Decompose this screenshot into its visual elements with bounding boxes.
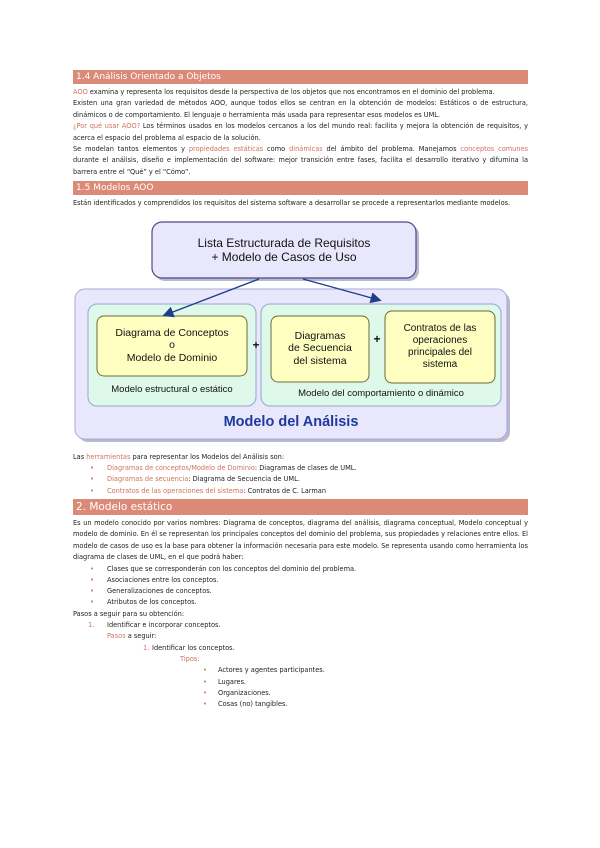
tool-name: Diagramas de secuencia [107,475,189,484]
contracts-label [385,311,495,383]
highlight-why-aoo: ¿Por qué usar AOO? [73,122,141,131]
list-item: • Clases que se corresponderán con los conceptos del dominio del problema. [73,564,528,575]
requirements-line1: Lista Estructurada de Requisitos [197,235,371,250]
section-header-1-5: 1.5 Modelos AOO [73,181,528,195]
tool-desc: : Contratos de C. Larman [243,486,327,495]
concepts-label [97,316,247,376]
steps-intro: Pasos a seguir para su obtención: [73,609,185,618]
text: del ámbito del problema. Manejamos [322,145,461,154]
sequence-label [271,316,369,382]
requirements-label [152,222,416,278]
sequence-line2: de Secuencia [288,342,352,355]
highlight-tools: herramientas [86,452,131,461]
requirements-line2: + Modelo de Casos de Uso [211,249,357,264]
paragraph-aoo-methods: Existen una gran variedad de métodos AOO, aunque todos ellos se centran en la obtención de modelos: Estáticos o de estructura, dinámicos o de comportamiento. El lenguaje o herramienta más usada para representar esos modelos es UML. [73,99,528,119]
section-header-2: 2. Modelo estático [73,499,528,515]
step-number: 1. [88,621,95,630]
text: Los términos usados en los modelos cercanos a los del mundo real: facilita y mejora la obtención de requisitos, y acerca el espacio del problema al espacio de la solución. [73,122,528,142]
step-text: Identificar e incorporar conceptos. [107,621,221,630]
list-item: • Asociaciones entre los conceptos. [73,575,528,586]
tools-intro [73,452,528,463]
analysis-model-title: Modelo del Análisis [223,413,359,430]
text: a seguir: [125,632,157,641]
contracts-line3: principales del [408,346,472,358]
tools-list [73,463,528,497]
tool-desc: : Diagramas de clases de UML. [254,464,357,473]
paragraph-aoo-intro [73,87,528,98]
dynamic-model-label: Modelo del comportamiento o dinámico [298,388,464,400]
text: durante el análisis, diseño e implementación del software: mejor transición entre fases, facilita el desarrollo iterativo y difumina la barrera entre el “Qué” y el “Cómo”. [73,156,528,176]
class-diagram-elements-list [73,564,528,609]
list-item: • Organizaciones. [73,688,528,699]
sub-step-item [73,643,528,654]
document-page [73,70,528,711]
text: como [263,145,290,154]
list-item [73,463,528,474]
contracts-line4: sistema [422,358,458,370]
highlight-pasos: Pasos [107,632,126,641]
section-header-1-4: 1.4 Análisis Orientado a Objetos [73,70,528,84]
highlight-static-props: propiedades estáticas [188,145,264,154]
sub-steps-list [73,643,528,654]
plus-sign-2: + [373,331,381,346]
paragraph-why-aoo [73,121,528,144]
sub-step-text: Identificar los conceptos. [152,643,235,652]
highlight-common-concepts: conceptos comunes [460,145,529,154]
list-item [73,486,528,497]
static-model-label: Modelo estructural o estático [111,384,233,396]
tool-desc: : Diagrama de Secuencia de UML. [188,475,300,484]
paragraph-static-model: Es un modelo conocido por varios nombres: Diagrama de conceptos, diagrama del análisis, diagrama conceptual, Modelo conceptual y modelo de dominio. En él se representan los principales conceptos del dominio del problema, sus propiedades y relaciones entre ellos. El modelo de casos de uso es la base para obtener la información necesaria para este modelo. Se representa usando como herramienta los diagrama de clases de UML, en el que podrá haber: [73,518,528,562]
tool-name: Contratos de las operaciones del sistema [107,486,244,495]
list-item [73,474,528,485]
highlight-aoo: AOO [73,88,88,96]
paragraph-modeling [73,144,528,178]
plus-sign-1: + [252,337,260,352]
paragraph-models-intro: Están identificados y comprendidos los requisitos del sistema software a desarrollar se procede a representarlos mediante modelos. [73,199,511,208]
highlight-dynamic: dinámicas [289,145,323,154]
contracts-line2: operaciones [412,334,468,346]
list-item: • Actores y agentes participantes. [73,665,528,676]
types-label: Tipos: [180,655,200,664]
text: para representar los Modelos del Análisis son: [130,452,285,461]
steps-list [73,620,528,631]
types-list [73,665,528,710]
contracts-line1: Contratos de las [403,322,477,334]
concepts-line2: o [169,339,175,352]
step-item [73,620,528,631]
sub-step-number: 1. [143,643,150,652]
sub-steps-label [73,631,528,642]
list-item: • Cosas (no) tangibles. [73,699,528,710]
sequence-line3: del sistema [293,354,347,367]
list-item: • Atributos de los conceptos. [73,597,528,608]
text: examina y representa los requisitos desde la perspectiva de los objetos que nos encontramos en el dominio del problema. [87,88,495,96]
analysis-model-diagram [73,219,528,445]
list-item: • Lugares. [73,677,528,688]
sequence-line1: Diagramas [294,329,346,342]
tool-name: Diagramas de conceptos/Modelo de Dominio [107,464,255,473]
list-item: • Generalizaciones de conceptos. [73,586,528,597]
concepts-line3: Modelo de Dominio [126,351,218,364]
text: Las [73,452,87,461]
text: Se modelan tantos elementos y [73,145,189,154]
concepts-line1: Diagrama de Conceptos [115,326,229,339]
